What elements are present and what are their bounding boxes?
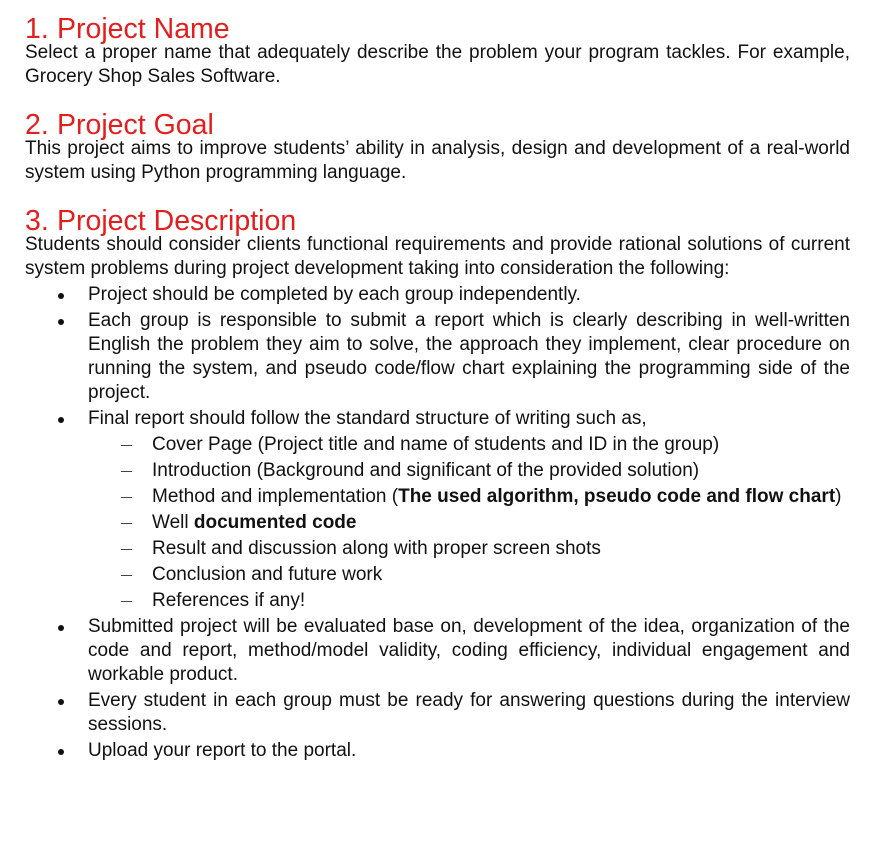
section-body: Select a proper name that adequately describe the problem your program tackles. For example, Grocery Shop Sales Software. [25, 42, 850, 87]
sub-list-item [88, 563, 850, 587]
sub-list-item [88, 459, 850, 483]
report-structure-list [88, 433, 850, 613]
sub-list-item-text: Introduction (Background and significant of the provided solution) [152, 460, 700, 481]
dash-icon [121, 575, 132, 576]
section-title: Project Name [57, 13, 230, 45]
list-item-text: Project should be completed by each group independently. [88, 284, 581, 305]
list-item-text: Final report should follow the standard structure of writing such as, [88, 408, 647, 429]
bullet-icon [58, 319, 64, 325]
sub-list-item-text: References if any! [152, 590, 306, 611]
sub-list-item [88, 589, 850, 613]
list-item-text: Each group is responsible to submit a report which is clearly describing in well-written English the problem they aim to solve, the approach they implement, clear procedure on running the system, and pseudo code/flow chart explaining the programming side of the project. [88, 310, 850, 403]
section-number: 1. [25, 13, 49, 45]
sub-list-item [88, 511, 850, 535]
sub-list-item-text: Cover Page (Project title and name of students and ID in the group) [152, 434, 720, 455]
list-item [25, 615, 850, 687]
list-item-text: Upload your report to the portal. [88, 740, 357, 761]
sub-list-item [88, 537, 850, 561]
section-heading [25, 205, 850, 237]
list-item [25, 689, 850, 737]
bullet-icon [58, 417, 64, 423]
section-number: 3. [25, 205, 49, 237]
section-heading [25, 13, 850, 45]
list-item [25, 739, 850, 763]
sub-list-item [88, 433, 850, 457]
section-project-goal [25, 109, 850, 185]
sub-list-item-text: Well [152, 512, 194, 533]
emphasis-text: The used algorithm, pseudo code and flow chart [398, 486, 836, 507]
bullet-icon [58, 293, 64, 299]
dash-icon [121, 549, 132, 550]
bullet-icon [58, 749, 64, 755]
section-heading [25, 109, 850, 141]
list-item-text: Every student in each group must be ready for answering questions during the interview sessions. [88, 690, 850, 735]
dash-icon [121, 601, 132, 602]
section-project-description [25, 205, 850, 763]
dash-icon [121, 497, 132, 498]
list-item-text: Submitted project will be evaluated base on, development of the idea, organization of the code and report, method/model validity, coding efficiency, individual engagement and workable product. [88, 616, 850, 685]
list-item [25, 309, 850, 405]
section-title: Project Description [57, 205, 297, 237]
sub-list-item [88, 485, 850, 509]
section-project-name [25, 13, 850, 89]
sub-list-item-text: Method and implementation ( [152, 486, 399, 507]
list-item [25, 283, 850, 307]
sub-list-item-text: Conclusion and future work [152, 564, 383, 585]
dash-icon [121, 523, 132, 524]
bullet-icon [58, 699, 64, 705]
section-title: Project Goal [57, 109, 214, 141]
emphasis-text: documented code [193, 512, 357, 533]
requirements-list [25, 283, 850, 763]
section-number: 2. [25, 109, 49, 141]
dash-icon [121, 445, 132, 446]
sub-list-item-text: ) [835, 486, 842, 507]
document-content [25, 13, 850, 765]
sub-list-item-text: Result and discussion along with proper screen shots [152, 538, 601, 559]
section-body: Students should consider clients functional requirements and provide rational solutions of current system problems during project development taking into consideration the following: [25, 234, 850, 279]
list-item [25, 407, 850, 613]
dash-icon [121, 471, 132, 472]
bullet-icon [58, 625, 64, 631]
section-body: This project aims to improve students’ ability in analysis, design and development of a real-world system using Python programming language. [25, 138, 850, 183]
